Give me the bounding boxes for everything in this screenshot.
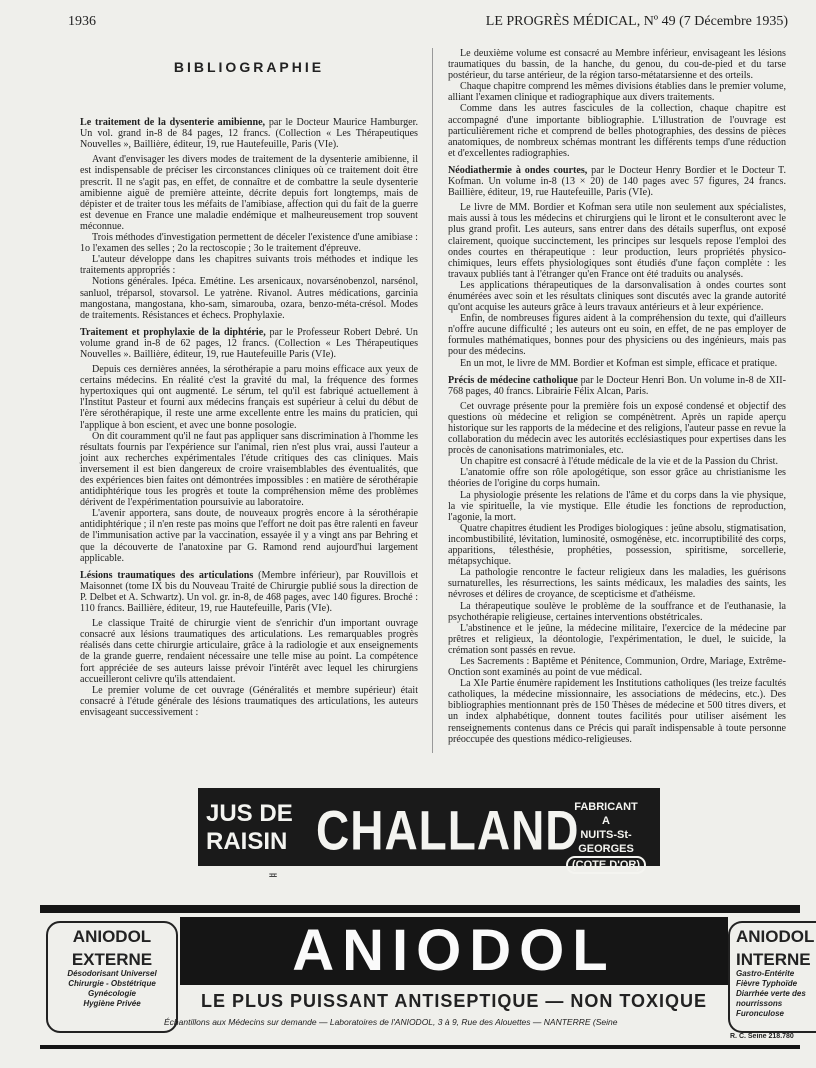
entry-citation: [448, 165, 786, 198]
challand-line: JUS DE: [206, 800, 293, 827]
entry-citation: [80, 570, 418, 614]
entry-paragraph: Avant d'envisager les divers modes de traitement de la dysenterie amibienne, il est indispensable de préciser les circonstances cliniques où ce traitement doit être prescrit. Il ne s'agit pas, en effet, de connaître et de combattre la seule dysenterie amibienne aiguë de première atteinte, décrite depuis fort longtemps, mais de dépister et de traiter tous les méfaits de l'amibiase, affection qui du fait de la guerre est devenue en France une maladie endémique et malheureusement trop souvent méconnue.: [80, 154, 418, 232]
entry-paragraph: Depuis ces dernières années, la sérothérapie a paru moins efficace aux yeux de certains médecins. En réalité c'est la gravité du mal, la fréquence des formes hypertoxiques qui ont augmenté. Le sérum, tel qu'il est fabriqué actuellement à l'Institut Pasteur et fourni aux médecins français est supérieur à celui du début de l'ère sérothérapique, il reste une arme excellente entre les mains du praticien, qui l'applique à bon escient, et avec une bonne posologie.: [80, 364, 418, 431]
entry-title: Néodiathermie à ondes courtes,: [448, 164, 588, 176]
challand-maker-line: (COTE D'OR): [566, 856, 646, 874]
entry-citation: [80, 327, 418, 360]
review-entry: [80, 570, 418, 718]
entry-paragraph: Le premier volume de cet ouvrage (Généralités et membre supérieur) était consacré à l'étude générale des lésions traumatiques des articulations, les auteurs envisageant successivement :: [80, 684, 418, 718]
aniodol-brand-band: [180, 917, 728, 985]
externe-title: ANIODOL: [72, 927, 152, 946]
running-header: [68, 14, 788, 32]
entry-paragraph: Le livre de MM. Bordier et Kofman sera utile non seulement aux spécialistes, mais aussi à tous les médecins et chirurgiens qui le liront et le consulteront avec le plus grand profit. Les auteurs, sans entrer dans des détails superflus, ont exposé clairement, quoique succinctement, les principes sur lesquels repose l'emploi des ondes courtes en thérapeutique : leur production, leurs propriétés physico-chimiques, leurs effets physiologiques sont étudiés d'une façon complète : les travaux publiés tant à l'étranger qu'en France ont été traduits ou analysés.: [448, 202, 786, 280]
entry-citation: [80, 117, 418, 150]
page-number: 1936: [68, 14, 96, 29]
section-heading: BIBLIOGRAPHIE: [173, 59, 325, 75]
interne-item: Gastro-Entérite: [736, 969, 795, 978]
entry-paragraph: Les applications thérapeutiques de la darsonvalisation à ondes courtes sont énumérées avec soin et les résultats cliniques sont discutés avec la grande autorité qu'ont acquise les auteurs grâce à leurs travaux antérieurs et à leur expérience.: [448, 279, 786, 314]
journal-title: LE PROGRÈS MÉDICAL, Nº 49 (7 Décembre 1935): [485, 14, 788, 29]
entry-paragraph: Le deuxième volume est consacré au Membre inférieur, envisageant les lésions traumatiques du bassin, de la hanche, du genou, du cou-de-pied et du tarse postérieur, du tarse antérieur, de la région tarso-métatarsienne et des orteils.: [448, 48, 786, 82]
ad-top-bar: [40, 905, 800, 913]
entry-publication-details: par le Docteur Maurice Hamburger. Un vol. grand in-8 de 84 pages, 12 francs. (Collection « Les Thérapeutiques Nouvelles », Baillière, éditeur, 19, rue Hautefeuille, Paris (VIe).: [80, 117, 418, 151]
entry-paragraph: Quatre chapitres étudient les Prodiges biologiques : jeûne absolu, stigmatisation, incombustibilité, lévitation, luminosité, osmogénèse, etc. incorruptibilité des corps, apparitions, télesthésie, prophéties, possession, spiritisme, sorcellerie, métapsychique.: [448, 522, 786, 568]
entry-paragraph: Les Sacrements : Baptême et Pénitence, Communion, Ordre, Mariage, Extrême-Onction sont examinés au point de vue médical.: [448, 655, 786, 679]
entry-paragraph: Notions générales. Ipéca. Emétine. Les arsenicaux, novarsénobenzol, narsénol, sanluol, tréparsol, stovarsol. Le yatrène. Rivanol. Autres médications, garcinia mangostana, mangostana, kho-sam, simarouba, ozara, benzo-méta-crésol. Modes de traitements. Résistances et échecs. Prophylaxie.: [80, 276, 418, 321]
entry-paragraph: Cet ouvrage présente pour la première fois un exposé condensé et objectif des questions où médecine et religion se compénètrent. Après un rapide aperçu historique sur les rapports de la médecine et des religions, l'auteur passe en revue la collaboration du médecin avec les autorités ecclésiastiques pour expertises dans les procès de canonisations matrimoniales, etc.: [448, 400, 786, 457]
entry-paragraph: En un mot, le livre de MM. Bordier et Kofman est simple, efficace et pratique.: [460, 357, 778, 369]
interne-item: Furonculose: [736, 1009, 785, 1018]
aniodol-brand: ANIODOL: [292, 918, 616, 983]
review-entry: [80, 327, 418, 564]
entry-title: Le traitement de la dysenterie amibienne,: [80, 117, 266, 129]
review-entry: [448, 165, 786, 369]
challand-line: RAISIN: [206, 828, 288, 855]
entry-paragraph: La pathologie rencontre le facteur religieux dans les maladies, les guérisons surnaturelles, les résurrections, les saints médicaux, les maladies des saints, les névroses et délires de croyance, de scepticisme et d'athéisme.: [448, 567, 786, 601]
entry-paragraph: La physiologie présente les relations de l'âme et du corps dans la vie physique, la vie spirituelle, la vie mystique. Elle étudie les fonctions de reproduction, l'agonie, la mort.: [448, 489, 786, 523]
entry-publication-details: par le Docteur Henri Bon. Un volume in-8 de XII-768 pages, 40 francs. Librairie Félix Alcan, Paris.: [448, 374, 786, 397]
entry-paragraph: On dit couramment qu'il ne faut pas appliquer sans discrimination à l'homme les résultats fournis par l'expérience sur l'animal, rien n'est plus vrai, aussi l'auteur a joint aux recherches expérimentales l'étude critiques des cas cliniques. Mais inversement il est bien dangereux de croire vraisemblables des éventualités, que des expériences bien faites ont démontrées impossibles : en matière de sérothérapie antidiphtérique tous les progrès et toute la compréhension même des problèmes dérivent de l'expérimentation poursuivie au laboratoire.: [80, 430, 418, 509]
left-column: [80, 48, 418, 754]
entry-paragraph: La thérapeutique soulève le problème de la souffrance et de l'euthanasie, la psychothérapie religieuse, certaines interventions obstétricales.: [448, 600, 786, 623]
entry-paragraph: Chaque chapitre comprend les mêmes divisions établies dans le premier volume, alliant l'examen clinique et radiographique aux divers traitements.: [448, 81, 786, 104]
entry-paragraph: Un chapitre est consacré à l'étude médicale de la vie et de la Passion du Christ.: [460, 456, 778, 468]
entry-paragraph: Enfin, de nombreuses figures aident à la compréhension du texte, qui d'ailleurs n'offre aucune difficulté ; les auteurs ont eu soin, en effet, de ne pas employer de formules mathématiques, bonnes pour des physiciens ou des ingénieurs, mais pas pour des médecins.: [448, 313, 786, 358]
interne-item: Fièvre Typhoïde: [736, 979, 798, 988]
entry-paragraph: L'avenir apportera, sans doute, de nouveaux progrès encore à la sérothérapie antidiphtérique ; il n'en reste pas moins que l'effort ne doit pas être ralenti en faveur de l'immunisation active par la vaccination, essayée il y a vingt ans par Behring et que la découverte de l'anatoxine par G. Ramond rend aujourd'hui largement applicable.: [80, 508, 418, 564]
left-entries: [80, 117, 418, 718]
aniodol-slogan: LE PLUS PUISSANT ANTISEPTIQUE — NON TOXIQUE: [200, 991, 708, 1011]
challand-maker-line: NUITS-St-GEORGES: [578, 829, 634, 855]
challand-brand: CHALLAND: [316, 799, 580, 862]
entry-paragraph: L'anatomie offre son rôle apologétique, son essor grâce au christianisme les théories de l'origine du corps humain.: [448, 467, 786, 490]
review-entry: [80, 117, 418, 321]
aniodol-advertisement: [40, 905, 815, 1068]
externe-item: Chirurgie - Obstétrique: [68, 979, 156, 988]
entry-title: Traitement et prophylaxie de la diphtérie,: [80, 326, 266, 338]
entry-paragraph: L'abstinence et le jeûne, la médecine militaire, l'exercice de la médecine par prêtres et religieux, la déontologie, l'expérimentation, le duel, le suicide, la crémation sont passés en revue.: [448, 622, 786, 656]
aniodol-footer: Échantillons aux Médecins sur demande — Laboratoires de l'ANIODOL, 3 à 9, Rue des Alouettes — NANTERRE (Seine: [164, 1017, 618, 1027]
interne-subtitle: INTERNE: [736, 950, 811, 969]
entry-paragraph: La XIe Partie énumère rapidement les Institutions catholiques (les treize facultés catholiques, la médecine missionnaire, les associations de médecins, etc.). Des bibliographies mentionnant près de 150 Thèses de médecine et 500 titres divers, et un index alphabétique, donnent toutes facilités pour utiliser aisément les renseignements contenus dans ce Précis qui paraît indispensable à toute personne préoccupée des questions médico-religieuses.: [448, 678, 786, 745]
externe-item: Désodorisant Universel: [67, 969, 157, 978]
aniodol-registration: R. C. Seine 218.780: [730, 1033, 794, 1040]
entry-citation: [448, 375, 786, 397]
right-column: [448, 48, 786, 758]
entry-paragraph: Trois méthodes d'investigation permettent de déceler l'existence d'une amibiase : 1o l'examen des selles ; 2o la rectoscopie ; 3o le traitement d'épreuve.: [80, 232, 418, 255]
externe-item: Gynécologie: [87, 989, 136, 998]
review-entry: [448, 375, 786, 745]
entry-publication-details: par le Professeur Robert Debré. Un volume grand in-8 de 62 pages, 12 francs. (Collection « Les Thérapeutiques Nouvelles ». Baillière, éditeur, 19, rue Hautefeuille Paris (VIe).: [80, 326, 418, 360]
interne-item: Diarrhée verte des nourrissons: [736, 989, 806, 1008]
entry-publication-details: par le Docteur Henry Bordier et le Docteur T. Kofman. Un volume in-8 (13 × 20) de 140 pages avec 57 figures, 24 francs. Baillière, éditeur, 19, rue Hautefeuille, Paris (VIe).: [448, 164, 787, 199]
interne-title: ANIODOL: [736, 927, 815, 946]
challand-maker-line: FABRICANT: [574, 801, 638, 813]
ad-bottom-bar: [40, 1045, 800, 1049]
entry-publication-details: (Membre inférieur), par Rouvillois et Maisonnet (tome IX bis du Nouveau Traité de Chirurgie publié sous la direction de P. Delbet et A. Schwartz). Un vol. gr. in-8, de 468 pages, avec 140 figures. Broché : 110 francs. Baillière, éditeur, 19, rue Hautefeuille, Paris (VIe).: [80, 569, 418, 615]
printer-mark: ≖: [268, 868, 279, 882]
entry-paragraph: Le classique Traité de chirurgie vient de s'enrichir d'un important ouvrage consacré aux lésions traumatiques des articulations. Les remarquables progrès réalisés dans cette chirurgie articulaire, grâce à la radiologie et aux enseignements de la grande guerre, rendaient nécessaire une telle mise au point. La compétence fort appréciée de ses auteurs laisse prévoir l'intérêt avec lequel les chirurgiens accueilleront celivre qu'ils attendaient.: [80, 618, 418, 685]
entry-paragraph: Comme dans les autres fascicules de la collection, chaque chapitre est accompagné d'une importante bibliographie. L'illustration de l'ouvrage est particulièrement riche et comprend de belles photographies, des dessins de pièces anatomiques, de nombreux schémas montrant les différents temps d'une réduction et d'excellentes radiographies.: [448, 103, 786, 159]
entry-paragraph: L'auteur développe dans les chapitres suivants trois méthodes et indique les traitements appropriés :: [80, 254, 418, 277]
review-entry: [448, 48, 786, 159]
aniodol-interne-box: [728, 921, 816, 1033]
entry-title: Précis de médecine catholique: [448, 374, 578, 386]
challand-maker: [560, 800, 652, 874]
entry-title: Lésions traumatiques des articulations: [80, 569, 254, 581]
column-divider: [432, 48, 433, 753]
challand-advertisement: [198, 788, 660, 871]
externe-subtitle: EXTERNE: [71, 950, 153, 969]
externe-item: Hygiène Privée: [83, 999, 141, 1008]
challand-product: [206, 800, 293, 856]
right-entries: [448, 48, 786, 745]
aniodol-externe-box: [46, 921, 178, 1033]
challand-maker-line: A: [602, 815, 610, 827]
